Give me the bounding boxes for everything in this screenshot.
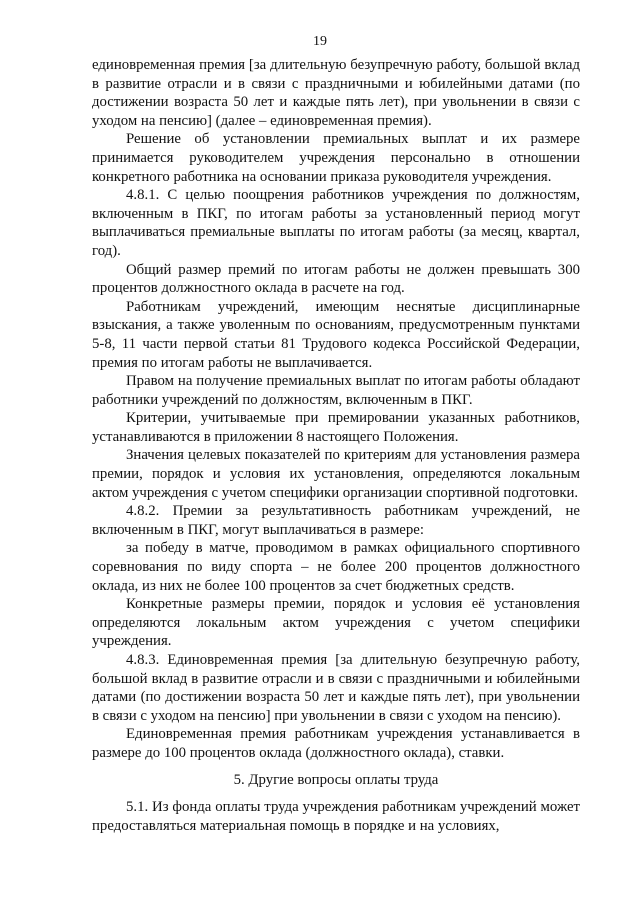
paragraph-5: Работникам учреждений, имеющим неснятые дисциплинарные взыскания, а также уволенным по основаниям, предусмотренным пунктами 5-8, 11 части первой статьи 81 Трудового кодекса Российской Федерации, премия по итогам работы не выплачивается.	[92, 298, 580, 371]
paragraph-final: 5.1. Из фонда оплаты труда учреждения работникам учреждений может предоставляться материальная помощь в порядке и на условиях,	[92, 799, 580, 834]
paragraph-7: Критерии, учитываемые при премировании указанных работников, устанавливаются в приложении 8 настоящего Положения.	[92, 410, 580, 445]
paragraph-6: Правом на получение премиальных выплат по итогам работы обладают работники учреждений по должностям, включенным в ПКГ.	[92, 373, 580, 408]
paragraph-11: Конкретные размеры премии, порядок и условия её установления определяются локальным актом учреждения с учетом специфики учреждения.	[92, 596, 580, 650]
paragraph-10: за победу в матче, проводимом в рамках официального спортивного соревнования по виду спорта – не более 200 процентов должностного оклада, из них не более 100 процентов за счет бюджетных средств.	[92, 540, 580, 594]
paragraph-8: Значения целевых показателей по критериям для установления размера премии, порядок и условия их установления, определяются локальным актом учреждения с учетом специфики организации спортивной подготовки.	[92, 447, 580, 501]
document-body	[92, 56, 580, 835]
section-heading: 5. Другие вопросы оплаты труда	[233, 771, 439, 788]
page-number: 19	[313, 34, 327, 49]
paragraph-2: Решение об установлении премиальных выплат и их размере принимается руководителем учреждения персонально в отношении конкретного работника на основании приказа руководителя учреждения.	[92, 131, 580, 185]
paragraph-13: Единовременная премия работникам учреждения устанавливается в размере до 100 процентов оклада (должностного оклада), ставки.	[92, 726, 580, 761]
paragraph-1: единовременная премия [за длительную безупречную работу, большой вклад в развитие отрасли и в связи с праздничными и юбилейными датами (по достижении возраста 50 лет и каждые пять лет), при увольнении в связи с уходом на пенсию] (далее – единовременная премия).	[92, 57, 580, 129]
paragraph-9: 4.8.2. Премии за результативность работникам учреждений, не включенным в ПКГ, могут выплачиваться в размере:	[92, 503, 580, 538]
paragraph-12: 4.8.3. Единовременная премия [за длительную безупречную работу, большой вклад в развитие отрасли и в связи с праздничными и юбилейными датами (по достижении возраста 50 лет и каждые пять лет), при увольнении в связи с уходом на пенсию] при увольнении в связи с уходом на пенсию).	[92, 652, 580, 724]
paragraph-4: Общий размер премий по итогам работы не должен превышать 300 процентов должностного оклада в расчете на год.	[92, 261, 580, 297]
paragraph-3: 4.8.1. С целью поощрения работников учреждения по должностям, включенным в ПКГ, по итогам работы за установленный период могут выплачиваться премиальные выплаты по итогам работы (за месяц, квартал, год).	[92, 187, 580, 259]
